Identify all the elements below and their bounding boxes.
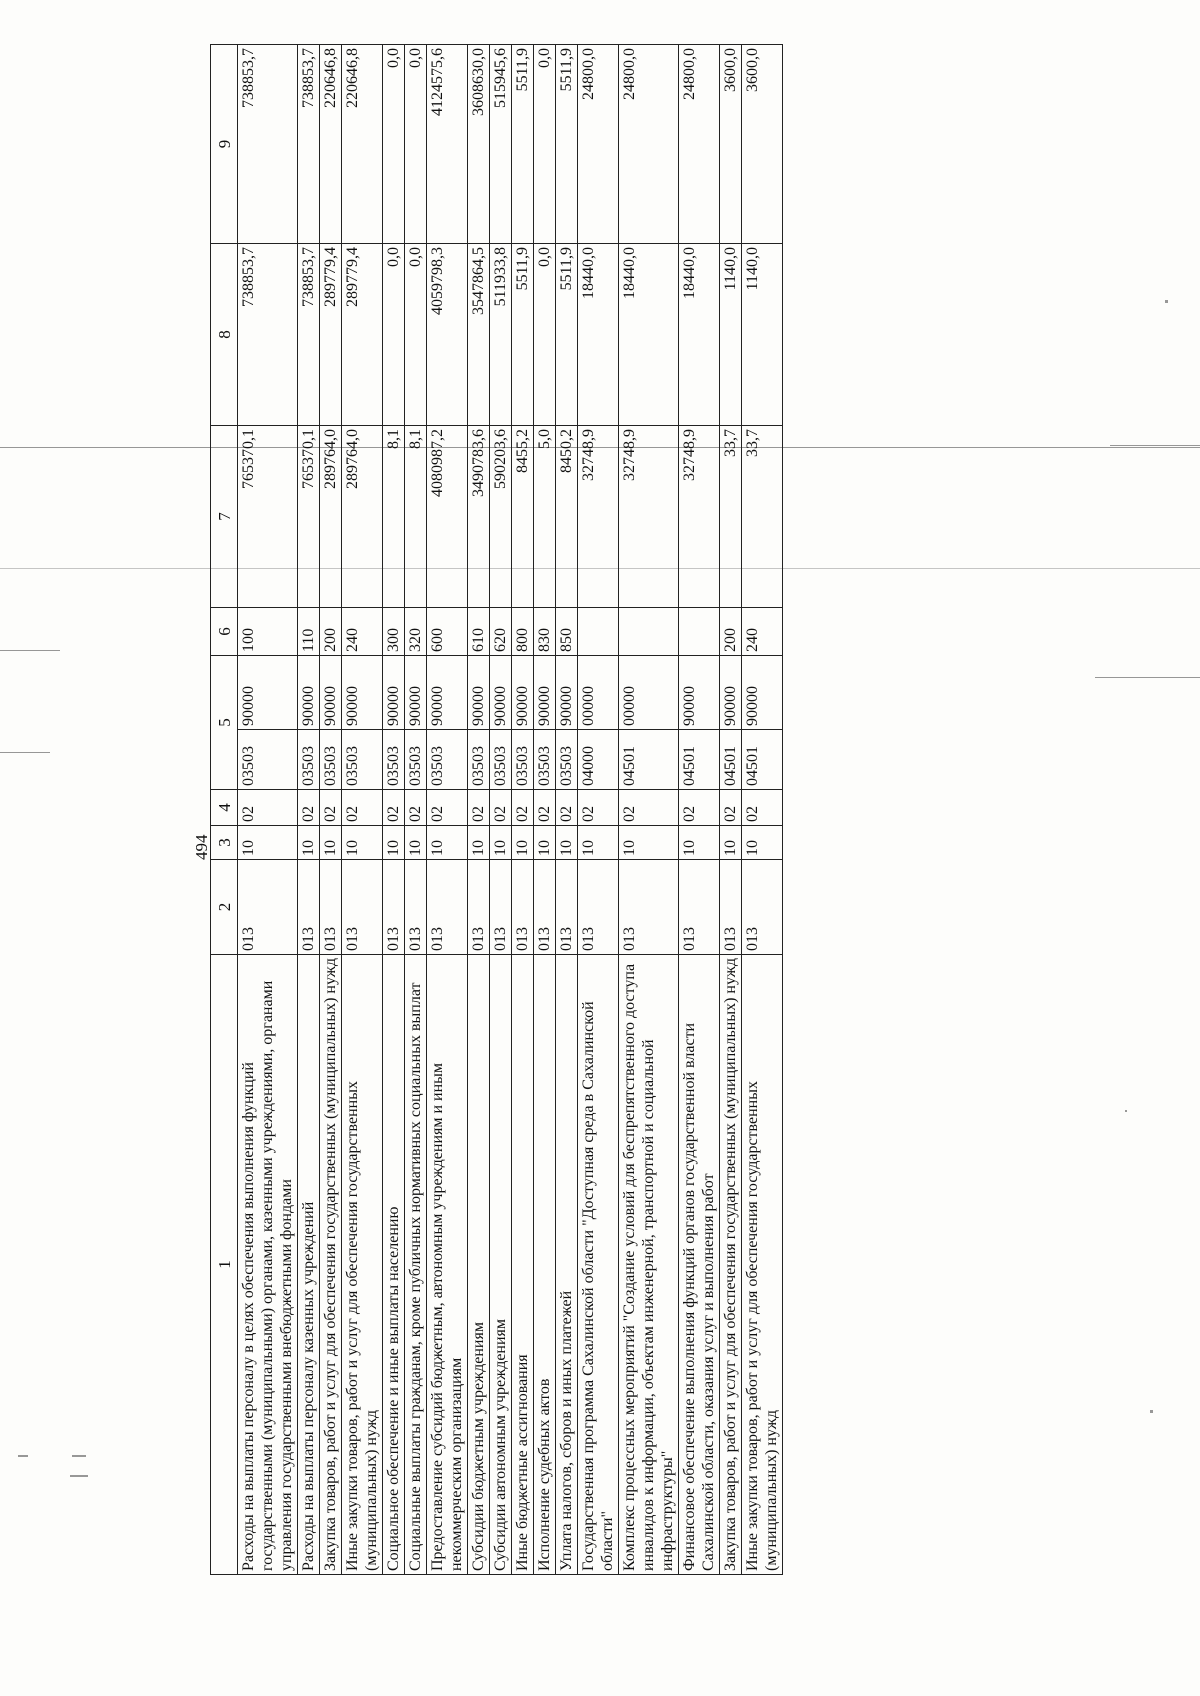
table-cell-amount-col8: 5511,9: [512, 244, 534, 426]
table-row: [427, 45, 468, 1575]
table-cell-target-article: 04000: [578, 730, 619, 790]
table-cell-section: 10: [720, 826, 742, 860]
table-cell-amount-col7: 8,1: [383, 426, 405, 608]
table-cell-amount-col7: 4080987,2: [427, 426, 468, 608]
table-cell-subsection: 02: [405, 790, 427, 826]
table-row: [720, 45, 742, 1575]
table-row: [468, 45, 490, 1575]
table-cell-target-subarticle: 90000: [468, 656, 490, 730]
table-cell-expense-type: 240: [342, 608, 383, 656]
table-cell-target-article: 03503: [320, 730, 342, 790]
table-cell-amount-col7: 5,0: [534, 426, 556, 608]
table-cell-section: 10: [512, 826, 534, 860]
table-cell-amount-col9: 515945,6: [490, 45, 512, 244]
table-cell-amount-col7: 33,7: [720, 426, 742, 608]
table-cell-expense-type: [679, 608, 720, 656]
table-cell-amount-col8: 289779,4: [320, 244, 342, 426]
table-cell-section: 10: [342, 826, 383, 860]
table-cell-amount-col7: 8,1: [405, 426, 427, 608]
scan-artifact: [70, 1475, 88, 1477]
table-cell-subsection: 02: [578, 790, 619, 826]
table-cell-amount-col9: 5511,9: [556, 45, 578, 244]
table-cell-name: Финансовое обеспечение выполнения функций органов государственной власти Сахалинской области, оказания услуг и выполнения работ: [679, 955, 720, 1575]
table-cell-expense-type: 240: [742, 608, 783, 656]
column-header: 8: [211, 244, 238, 426]
table-row: [383, 45, 405, 1575]
table-cell-name: Социальные выплаты гражданам, кроме публичных нормативных социальных выплат: [405, 955, 427, 1575]
table-cell-name: Закупка товаров, работ и услуг для обеспечения государственных (муниципальных) нужд: [320, 955, 342, 1575]
table-cell-amount-col8: 0,0: [534, 244, 556, 426]
table-cell-code: 013: [298, 860, 320, 955]
table-cell-subsection: 02: [320, 790, 342, 826]
table-cell-subsection: 02: [720, 790, 742, 826]
table-cell-code: 013: [556, 860, 578, 955]
table-cell-expense-type: 600: [427, 608, 468, 656]
table-cell-amount-col8: 5511,9: [556, 244, 578, 426]
table-cell-section: 10: [619, 826, 679, 860]
table-cell-subsection: 02: [427, 790, 468, 826]
table-cell-target-article: 03503: [427, 730, 468, 790]
table-cell-code: 013: [720, 860, 742, 955]
table-cell-amount-col9: 4124575,6: [427, 45, 468, 244]
table-cell-subsection: 02: [679, 790, 720, 826]
table-cell-section: 10: [490, 826, 512, 860]
table-cell-amount-col9: 24800,0: [679, 45, 720, 244]
table-cell-amount-col8: 18440,0: [679, 244, 720, 426]
table-cell-code: 013: [619, 860, 679, 955]
table-row: [578, 45, 619, 1575]
table-cell-subsection: 02: [619, 790, 679, 826]
table-cell-subsection: 02: [468, 790, 490, 826]
table-cell-target-subarticle: 90000: [405, 656, 427, 730]
table-header-row: [211, 45, 238, 1575]
table-cell-target-article: 03503: [490, 730, 512, 790]
table-cell-amount-col9: 0,0: [405, 45, 427, 244]
table-cell-section: 10: [578, 826, 619, 860]
table-cell-target-article: 03503: [238, 730, 298, 790]
table-cell-section: 10: [298, 826, 320, 860]
table-cell-expense-type: 300: [383, 608, 405, 656]
table-cell-target-article: 04501: [619, 730, 679, 790]
table-row: [619, 45, 679, 1575]
table-cell-amount-col9: 0,0: [534, 45, 556, 244]
table-cell-amount-col9: 738853,7: [238, 45, 298, 244]
table-cell-expense-type: 620: [490, 608, 512, 656]
table-cell-amount-col8: 18440,0: [619, 244, 679, 426]
table-cell-amount-col8: 738853,7: [298, 244, 320, 426]
column-header: 6: [211, 608, 238, 656]
column-header: 3: [211, 826, 238, 860]
table-cell-expense-type: [619, 608, 679, 656]
table-cell-target-article: 03503: [468, 730, 490, 790]
scan-artifact: [1125, 1110, 1127, 1112]
table-cell-target-article: 03503: [512, 730, 534, 790]
table-cell-code: 013: [238, 860, 298, 955]
table-cell-target-article: 03503: [405, 730, 427, 790]
table-cell-expense-type: 610: [468, 608, 490, 656]
table-cell-section: 10: [534, 826, 556, 860]
table-cell-expense-type: 850: [556, 608, 578, 656]
table-cell-subsection: 02: [512, 790, 534, 826]
table-cell-target-article: 03503: [383, 730, 405, 790]
table-cell-target-subarticle: 90000: [679, 656, 720, 730]
table-cell-name: Расходы на выплаты персоналу в целях обеспечения выполнения функций государственными (муниципальными) органами, казенными учреждениями, органами управления государственными внебюджетными фондами: [238, 955, 298, 1575]
table-cell-amount-col9: 3608630,0: [468, 45, 490, 244]
table-cell-subsection: 02: [556, 790, 578, 826]
column-header: 2: [211, 860, 238, 955]
table-cell-section: 10: [238, 826, 298, 860]
table-cell-code: 013: [342, 860, 383, 955]
table-cell-amount-col7: 590203,6: [490, 426, 512, 608]
table-row: [342, 45, 383, 1575]
table-cell-name: Субсидии бюджетным учреждениям: [468, 955, 490, 1575]
table-cell-amount-col7: 765370,1: [298, 426, 320, 608]
page-number: 494: [192, 834, 211, 860]
scan-artifact: [0, 752, 50, 753]
table-cell-target-subarticle: 90000: [383, 656, 405, 730]
table-cell-amount-col8: 738853,7: [238, 244, 298, 426]
scan-artifact: [1165, 300, 1168, 303]
column-header: 7: [211, 426, 238, 608]
table-cell-target-article: 03503: [534, 730, 556, 790]
column-header: 9: [211, 45, 238, 244]
table-cell-target-subarticle: 90000: [490, 656, 512, 730]
table-cell-target-article: 04501: [679, 730, 720, 790]
table-cell-amount-col7: 289764,0: [320, 426, 342, 608]
table-cell-expense-type: 100: [238, 608, 298, 656]
table-cell-target-article: 03503: [298, 730, 320, 790]
table-cell-name: Иные закупки товаров, работ и услуг для обеспечения государственных (муниципальных) нужд: [342, 955, 383, 1575]
scan-artifact: [1110, 445, 1200, 446]
table-cell-amount-col8: 1140,0: [742, 244, 783, 426]
table-cell-amount-col8: 0,0: [405, 244, 427, 426]
table-cell-code: 013: [405, 860, 427, 955]
table-cell-expense-type: 200: [320, 608, 342, 656]
table-cell-target-article: 04501: [742, 730, 783, 790]
table-cell-subsection: 02: [342, 790, 383, 826]
table-cell-amount-col7: 8450,2: [556, 426, 578, 608]
table-cell-section: 10: [556, 826, 578, 860]
table-cell-code: 013: [534, 860, 556, 955]
table-cell-name: Предоставление субсидий бюджетным, автономным учреждениям и иным некоммерческим организациям: [427, 955, 468, 1575]
table-cell-amount-col8: 289779,4: [342, 244, 383, 426]
table-cell-target-subarticle: 90000: [720, 656, 742, 730]
table-row: [405, 45, 427, 1575]
table-cell-target-subarticle: 00000: [578, 656, 619, 730]
table-cell-subsection: 02: [298, 790, 320, 826]
table-cell-amount-col9: 5511,9: [512, 45, 534, 244]
table-cell-subsection: 02: [742, 790, 783, 826]
table-cell-target-subarticle: 90000: [742, 656, 783, 730]
table-cell-code: 013: [512, 860, 534, 955]
table-cell-code: 013: [427, 860, 468, 955]
column-header: 5: [211, 656, 238, 790]
table-cell-section: 10: [383, 826, 405, 860]
table-cell-amount-col9: 3600,0: [742, 45, 783, 244]
table-cell-target-subarticle: 90000: [298, 656, 320, 730]
table-cell-expense-type: 800: [512, 608, 534, 656]
table-cell-name: Уплата налогов, сборов и иных платежей: [556, 955, 578, 1575]
table-cell-amount-col7: 33,7: [742, 426, 783, 608]
table-cell-amount-col8: 18440,0: [578, 244, 619, 426]
table-row: [679, 45, 720, 1575]
table-cell-amount-col7: 32748,9: [578, 426, 619, 608]
table-cell-expense-type: [578, 608, 619, 656]
table-cell-name: Комплекс процессных мероприятий "Создание условий для беспрепятственного доступа инвалидов к информации, объектам инженерной, транспортной и социальной инфраструктуры": [619, 955, 679, 1575]
table-cell-amount-col8: 1140,0: [720, 244, 742, 426]
table-cell-code: 013: [742, 860, 783, 955]
table-cell-subsection: 02: [383, 790, 405, 826]
table-cell-name: Закупка товаров, работ и услуг для обеспечения государственных (муниципальных) нужд: [720, 955, 742, 1575]
table-row: [490, 45, 512, 1575]
table-cell-amount-col9: 3600,0: [720, 45, 742, 244]
table-cell-name: Субсидии автономным учреждениям: [490, 955, 512, 1575]
table-cell-target-subarticle: 90000: [512, 656, 534, 730]
table-row: [320, 45, 342, 1575]
table-cell-expense-type: 110: [298, 608, 320, 656]
table-cell-section: 10: [468, 826, 490, 860]
table-row: [512, 45, 534, 1575]
table-cell-amount-col7: 3490783,6: [468, 426, 490, 608]
table-cell-target-article: 04501: [720, 730, 742, 790]
table-cell-amount-col8: 4059798,3: [427, 244, 468, 426]
table-cell-section: 10: [427, 826, 468, 860]
table-cell-amount-col9: 24800,0: [619, 45, 679, 244]
table-cell-subsection: 02: [534, 790, 556, 826]
table-cell-amount-col7: 289764,0: [342, 426, 383, 608]
table-row: [534, 45, 556, 1575]
table-cell-name: Социальное обеспечение и иные выплаты населению: [383, 955, 405, 1575]
table-cell-code: 013: [490, 860, 512, 955]
table-cell-name: Государственная программа Сахалинской области "Доступная среда в Сахалинской области": [578, 955, 619, 1575]
table-cell-expense-type: 200: [720, 608, 742, 656]
table-row: [298, 45, 320, 1575]
table-cell-code: 013: [578, 860, 619, 955]
table-cell-target-article: 03503: [556, 730, 578, 790]
table-cell-subsection: 02: [238, 790, 298, 826]
table-cell-amount-col7: 765370,1: [238, 426, 298, 608]
table-cell-name: Расходы на выплаты персоналу казенных учреждений: [298, 955, 320, 1575]
table-cell-target-subarticle: 90000: [238, 656, 298, 730]
table-cell-code: 013: [679, 860, 720, 955]
table-cell-amount-col8: 3547864,5: [468, 244, 490, 426]
table-cell-name: Исполнение судебных актов: [534, 955, 556, 1575]
table-cell-code: 013: [320, 860, 342, 955]
table-row: [238, 45, 298, 1575]
table-cell-target-subarticle: 90000: [427, 656, 468, 730]
table-cell-subsection: 02: [490, 790, 512, 826]
table-cell-target-article: 03503: [342, 730, 383, 790]
table-row: [556, 45, 578, 1575]
scan-artifact: [1150, 1410, 1153, 1413]
rotated-page: [150, 45, 1050, 1575]
column-header: 1: [211, 955, 238, 1575]
table-cell-amount-col9: 738853,7: [298, 45, 320, 244]
scan-artifact: [1095, 677, 1200, 678]
column-header: 4: [211, 790, 238, 826]
table-cell-amount-col9: 220646,8: [342, 45, 383, 244]
table-cell-amount-col7: 32748,9: [619, 426, 679, 608]
table-cell-section: 10: [320, 826, 342, 860]
table-cell-code: 013: [383, 860, 405, 955]
table-cell-target-subarticle: 90000: [342, 656, 383, 730]
table-cell-target-subarticle: 90000: [534, 656, 556, 730]
table-cell-target-subarticle: 90000: [320, 656, 342, 730]
table-cell-name: Иные закупки товаров, работ и услуг для обеспечения государственных (муниципальных) нужд: [742, 955, 783, 1575]
table-cell-amount-col9: 24800,0: [578, 45, 619, 244]
table-cell-expense-type: 830: [534, 608, 556, 656]
table-cell-amount-col8: 511933,8: [490, 244, 512, 426]
scan-artifact: [18, 1455, 28, 1457]
scan-artifact: [0, 650, 60, 651]
table-cell-target-subarticle: 00000: [619, 656, 679, 730]
scan-artifact: [72, 1455, 86, 1457]
table-row: [742, 45, 783, 1575]
table-cell-expense-type: 320: [405, 608, 427, 656]
budget-table: [210, 44, 783, 1575]
table-cell-amount-col9: 0,0: [383, 45, 405, 244]
table-cell-section: 10: [742, 826, 783, 860]
table-cell-amount-col7: 8455,2: [512, 426, 534, 608]
table-cell-amount-col9: 220646,8: [320, 45, 342, 244]
table-cell-section: 10: [405, 826, 427, 860]
table-cell-target-subarticle: 90000: [556, 656, 578, 730]
table-cell-section: 10: [679, 826, 720, 860]
table-cell-amount-col8: 0,0: [383, 244, 405, 426]
table-cell-name: Иные бюджетные ассигнования: [512, 955, 534, 1575]
table-cell-code: 013: [468, 860, 490, 955]
table-cell-amount-col7: 32748,9: [679, 426, 720, 608]
